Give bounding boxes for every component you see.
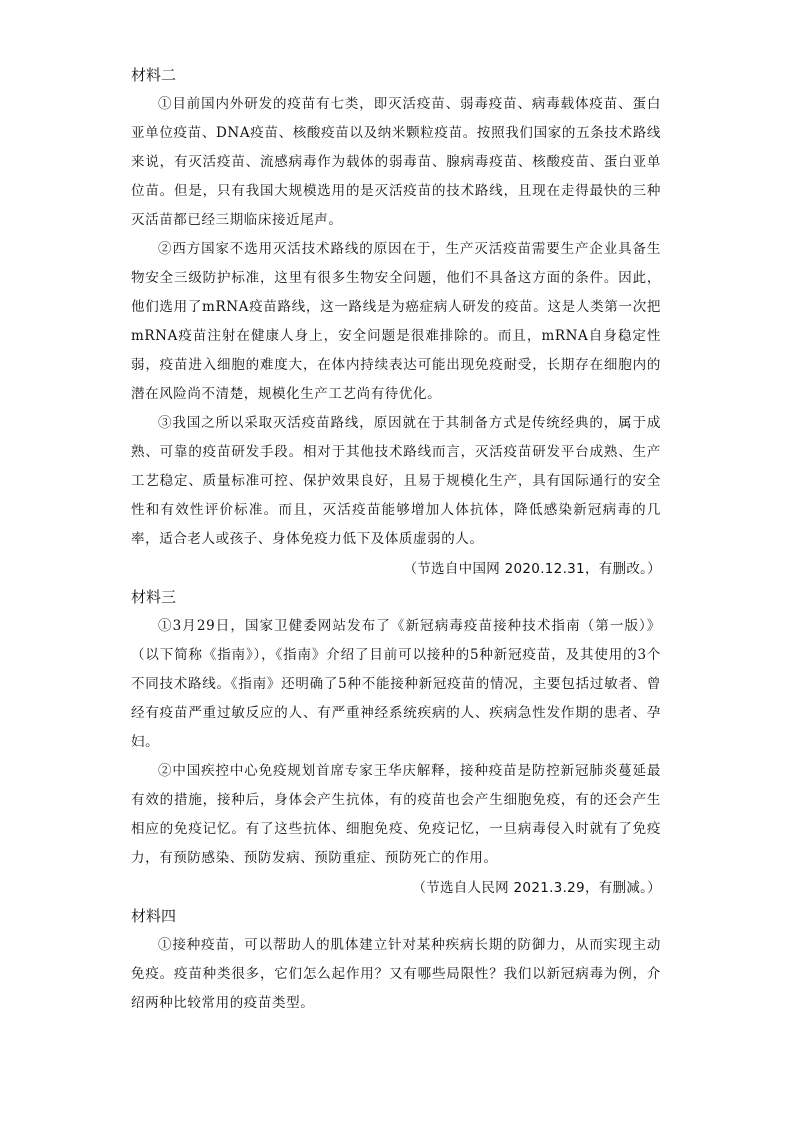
section-heading: 材料四	[131, 907, 177, 925]
paragraph: ①目前国内外研发的疫苗有七类，即灭活疫苗、弱毒疫苗、病毒载体疫苗、蛋白亚单位疫苗、DNA疫苗、核酸疫苗以及纳米颗粒疫苗。按照我们国家的五条技术路线来说，有灭活疫苗、流感病毒作为载体的弱毒苗、腺病毒疫苗、核酸疫苗、蛋白亚单位苗。但是，只有我国大规模选用的是灭活疫苗的技术路线，且现在走得最快的三种灭活苗都已经三期临床接近尾声。	[131, 96, 661, 228]
paragraph: ②中国疾控中心免疫规划首席专家王华庆解释，接种疫苗是防控新冠肺炎蔓延最有效的措施，接种后，身体会产生抗体，有的疫苗也会产生细胞免疫，有的还会产生相应的免疫记忆。有了这些抗体、细胞免疫、免疫记忆，一旦病毒侵入时就有了免疫力，有预防感染、预防发病、预防重症、预防死亡的作用。	[131, 763, 661, 866]
paragraph: ②西方国家不选用灭活技术路线的原因在于，生产灭活疫苗需要生产企业具备生物安全三级防护标准，这里有很多生物安全问题，他们不具备这方面的条件。因此，他们选用了mRNA疫苗路线，这一路线是为癌症病人研发的疫苗。这是人类第一次把mRNA疫苗注射在健康人身上，安全问题是很难排除的。而且，mRNA自身稳定性弱，疫苗进入细胞的难度大，在体内持续表达可能出现免疫耐受，长期存在细胞内的潜在风险尚不清楚，规模化生产工艺尚有待优化。	[131, 241, 661, 402]
source-citation: （节选自人民网 2021.3.29，有删减。）	[412, 880, 661, 896]
section-heading: 材料二	[131, 66, 177, 84]
section-heading: 材料三	[131, 588, 177, 606]
material-two-section	[131, 64, 661, 584]
source-citation: （节选自中国网 2020.12.31，有删改。）	[403, 561, 661, 577]
material-four-section	[131, 905, 661, 1018]
document-page	[131, 64, 661, 1020]
paragraph: ①接种疫苗，可以帮助人的肌体建立针对某种疾病长期的防御力，从而实现主动免疫。疫苗种类很多，它们怎么起作用？又有哪些局限性？我们以新冠病毒为例，介绍两种比较常用的疫苗类型。	[131, 937, 661, 1011]
material-three-section	[131, 586, 661, 903]
paragraph: ①3月29日，国家卫健委网站发布了《新冠病毒疫苗接种技术指南（第一版）》（以下简称《指南》），《指南》介绍了目前可以接种的5种新冠疫苗，及其使用的3个不同技术路线。《指南》还明确了5种不能接种新冠疫苗的情况，主要包括过敏者、曾经有疫苗严重过敏反应的人、有严重神经系统疾病的人、疾病急性发作期的患者、孕妇。	[131, 618, 661, 750]
paragraph: ③我国之所以采取灭活疫苗路线，原因就在于其制备方式是传统经典的，属于成熟、可靠的疫苗研发手段。相对于其他技术路线而言，灭活疫苗研发平台成熟、生产工艺稳定、质量标准可控、保护效果良好，且易于规模化生产，具有国际通行的安全性和有效性评价标准。而且，灭活疫苗能够增加人体抗体，降低感染新冠病毒的几率，适合老人或孩子、身体免疫力低下及体质虚弱的人。	[131, 415, 661, 547]
